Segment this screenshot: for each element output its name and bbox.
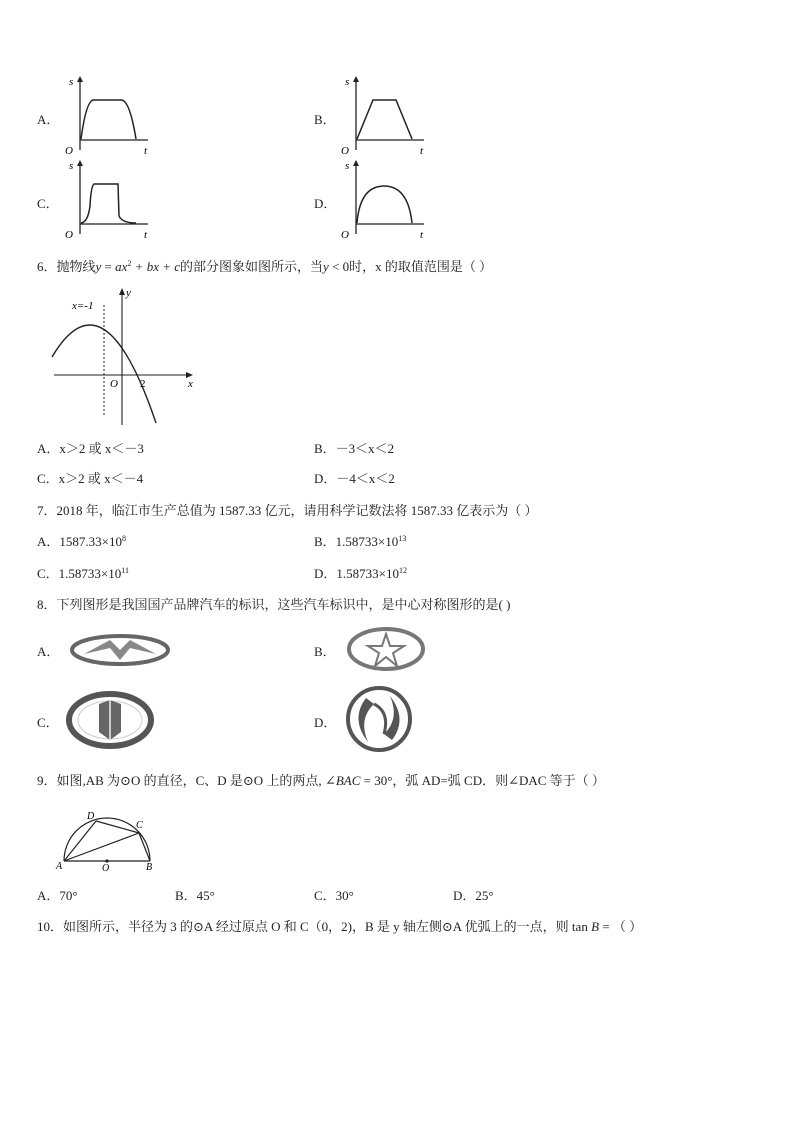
q6-y-axis-label: y [126,287,131,299]
q5-b-t-label: t [420,145,424,157]
q9-stem: 9．如图,AB 为⊙O 的直径，C、D 是⊙O 上的两点, ∠BAC = 30°，弧 AD=弧 CD．则∠DAC 等于（ ） [37,773,605,788]
q7-stem: 7．2018 年，临江市生产总值为 1587.33 亿元，请用科学记数法将 1587.33 亿表示为（ ） [37,503,538,518]
q9-point-b: B [146,862,153,872]
chery-logo-icon [70,630,170,674]
q5-a-t-label: t [144,145,148,157]
q5-c-origin-label: O [65,229,73,241]
q6-option-c[interactable]: C．x＞2 或 x＜－4 [37,471,144,486]
q5-b-s-label: s [345,76,350,88]
q5-option-d-label: D． [314,196,337,211]
q8-option-a-label: A． [37,644,60,659]
q6-option-b[interactable]: B．－3＜x＜2 [314,441,395,456]
dongfeng-logo-icon [344,684,414,758]
q8-option-d-label: D． [314,715,337,730]
q5-b-origin-label: O [341,145,349,157]
q8-option-c-label: C． [37,715,59,730]
q9-option-c[interactable]: C．30° [314,888,354,903]
q6-vertex-label: x=-1 [72,300,94,312]
q6-origin-label: O [110,378,118,390]
q9-option-d[interactable]: D．25° [453,888,494,903]
q7-option-a[interactable]: A．$1587.33\times 10^8$ [37,534,126,549]
q6-x-mark-label: 2 [140,378,146,390]
q5-option-c-label: C． [37,196,59,211]
q5-option-a-label: A． [37,112,60,127]
q7-option-d[interactable]: D．$1.58733\times 10^{12}$ [314,566,407,581]
q6-parabola-figure [50,285,200,431]
q8-stem: 8．下列图形是我国国产品牌汽车的标识，这些汽车标识中，是中心对称图形的是( ) [37,597,511,612]
q9-circle-figure [54,806,160,876]
q5-graph-a [60,72,156,162]
q9-option-b[interactable]: B．45° [175,888,215,903]
q8-option-b-label: B． [314,644,336,659]
q10-stem: 10．如图所示，半径为 3 的⊙A 经过原点 O 和 C（0，2)，B 是 y 轴左侧⊙A 优弧上的一点，则 tan B = （ ） [37,919,643,934]
q5-d-origin-label: O [341,229,349,241]
q9-point-o: O [102,863,110,872]
q6-option-d[interactable]: D．－4＜x＜2 [314,471,395,486]
q5-graph-b [336,72,432,162]
q5-graph-c [60,156,156,246]
q5-c-s-label: s [69,160,74,172]
q5-a-s-label: s [69,76,74,88]
q5-option-b-label: B． [314,112,336,127]
q7-option-b[interactable]: B．$1.58733\times 10^{13}$ [314,534,407,549]
q9-option-a[interactable]: A．70° [37,888,78,903]
jac-star-logo-icon [346,626,426,676]
q5-graph-d [336,156,432,246]
q6-stem: 6．抛物线$y = ax^2$ + bx + c的部分图象如图所示，当y < 0时，x 的取值范围是（ ） [37,259,493,274]
great-wall-logo-icon [66,690,154,754]
q9-point-a: A [56,861,63,872]
q5-d-s-label: s [345,160,350,172]
q7-option-c[interactable]: C．$1.58733\times 10^{11}$ [37,566,129,581]
q6-x-axis-label: x [188,378,193,390]
q6-option-a[interactable]: A．x＞2 或 x＜－3 [37,441,144,456]
q9-point-c: C [136,820,143,831]
q5-c-t-label: t [144,229,148,241]
q5-d-t-label: t [420,229,424,241]
q9-point-d: D [87,811,95,822]
q5-a-origin-label: O [65,145,73,157]
